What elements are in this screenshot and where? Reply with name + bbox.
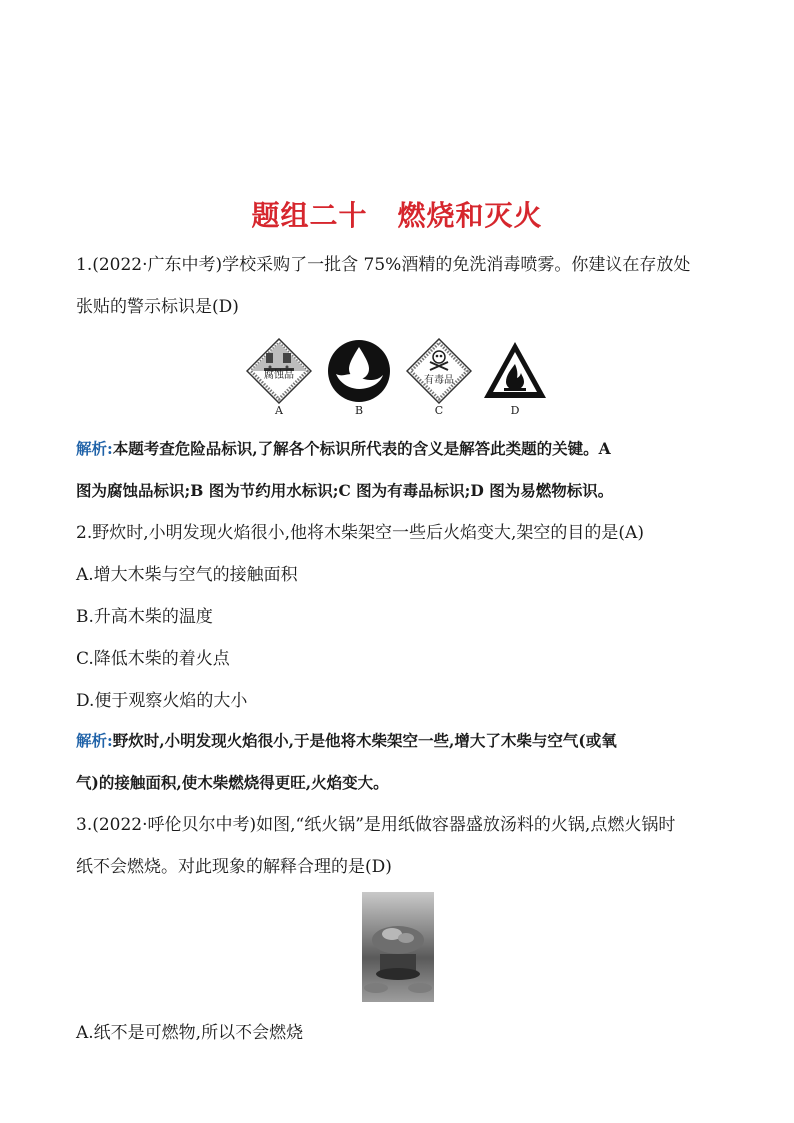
water-saving-sign-icon: [326, 338, 392, 404]
q3-option-a: A.纸不是可燃物,所以不会燃烧: [76, 1023, 304, 1043]
title-topic: 燃烧和灭火: [397, 199, 543, 232]
q3-stem-line2: 纸不会燃烧。对此现象的解释合理的是(D): [76, 857, 392, 877]
q1-analysis-line1: [76, 438, 726, 460]
page-title: [0, 194, 794, 234]
sign-label-b: B: [354, 404, 364, 417]
q2-option-d: D.便于观察火焰的大小: [76, 691, 248, 711]
q1-signs: [246, 338, 552, 418]
q2-option-a: A.增大木柴与空气的接触面积: [76, 565, 298, 585]
flammable-sign-icon: [482, 338, 548, 404]
q2-option-c: C.降低木柴的着火点: [76, 649, 230, 669]
q1-stem-line1: 1.(2022·广东中考)学校采购了一批含 75%酒精的免洗消毒喷雾。你建议在存放处: [76, 255, 691, 275]
q1-analysis-text1: 本题考查危险品标识,了解各个标识所代表的含义是解答此类题的关键。A: [112, 439, 611, 458]
q2-analysis-line2: 气)的接触面积,使木柴燃烧得更旺,火焰变大。: [76, 773, 389, 792]
sign-label-a: A: [275, 404, 283, 417]
analysis-label: 解析:: [76, 439, 113, 458]
paper-hotpot-photo: [362, 892, 434, 1002]
title-group: 题组二十: [251, 199, 368, 232]
q1-analysis-line2: 图为腐蚀品标识;B 图为节约用水标识;C 图为有毒品标识;D 图为易燃物标识。: [76, 481, 614, 500]
q2-analysis-line1: [76, 730, 726, 752]
q2-stem: 2.野炊时,小明发现火焰很小,他将木柴架空一些后火焰变大,架空的目的是(A): [76, 523, 644, 543]
q1-stem-line2: 张贴的警示标识是(D): [76, 297, 239, 317]
sign-label-c: C: [434, 404, 444, 417]
toxic-sign-text: 有毒品: [424, 375, 454, 386]
q3-stem-line1: 3.(2022·呼伦贝尔中考)如图,“纸火锅”是用纸做容器盛放汤料的火锅,点燃火锅时: [76, 815, 676, 835]
analysis-label: 解析:: [76, 731, 113, 750]
corrosive-sign-text: 腐蚀品: [264, 370, 294, 381]
q2-analysis-text1: 野炊时,小明发现火焰很小,于是他将木柴架空一些,增大了木柴与空气(或氧: [112, 731, 617, 750]
q2-option-b: B.升高木柴的温度: [76, 607, 213, 627]
sign-label-d: D: [510, 404, 520, 417]
